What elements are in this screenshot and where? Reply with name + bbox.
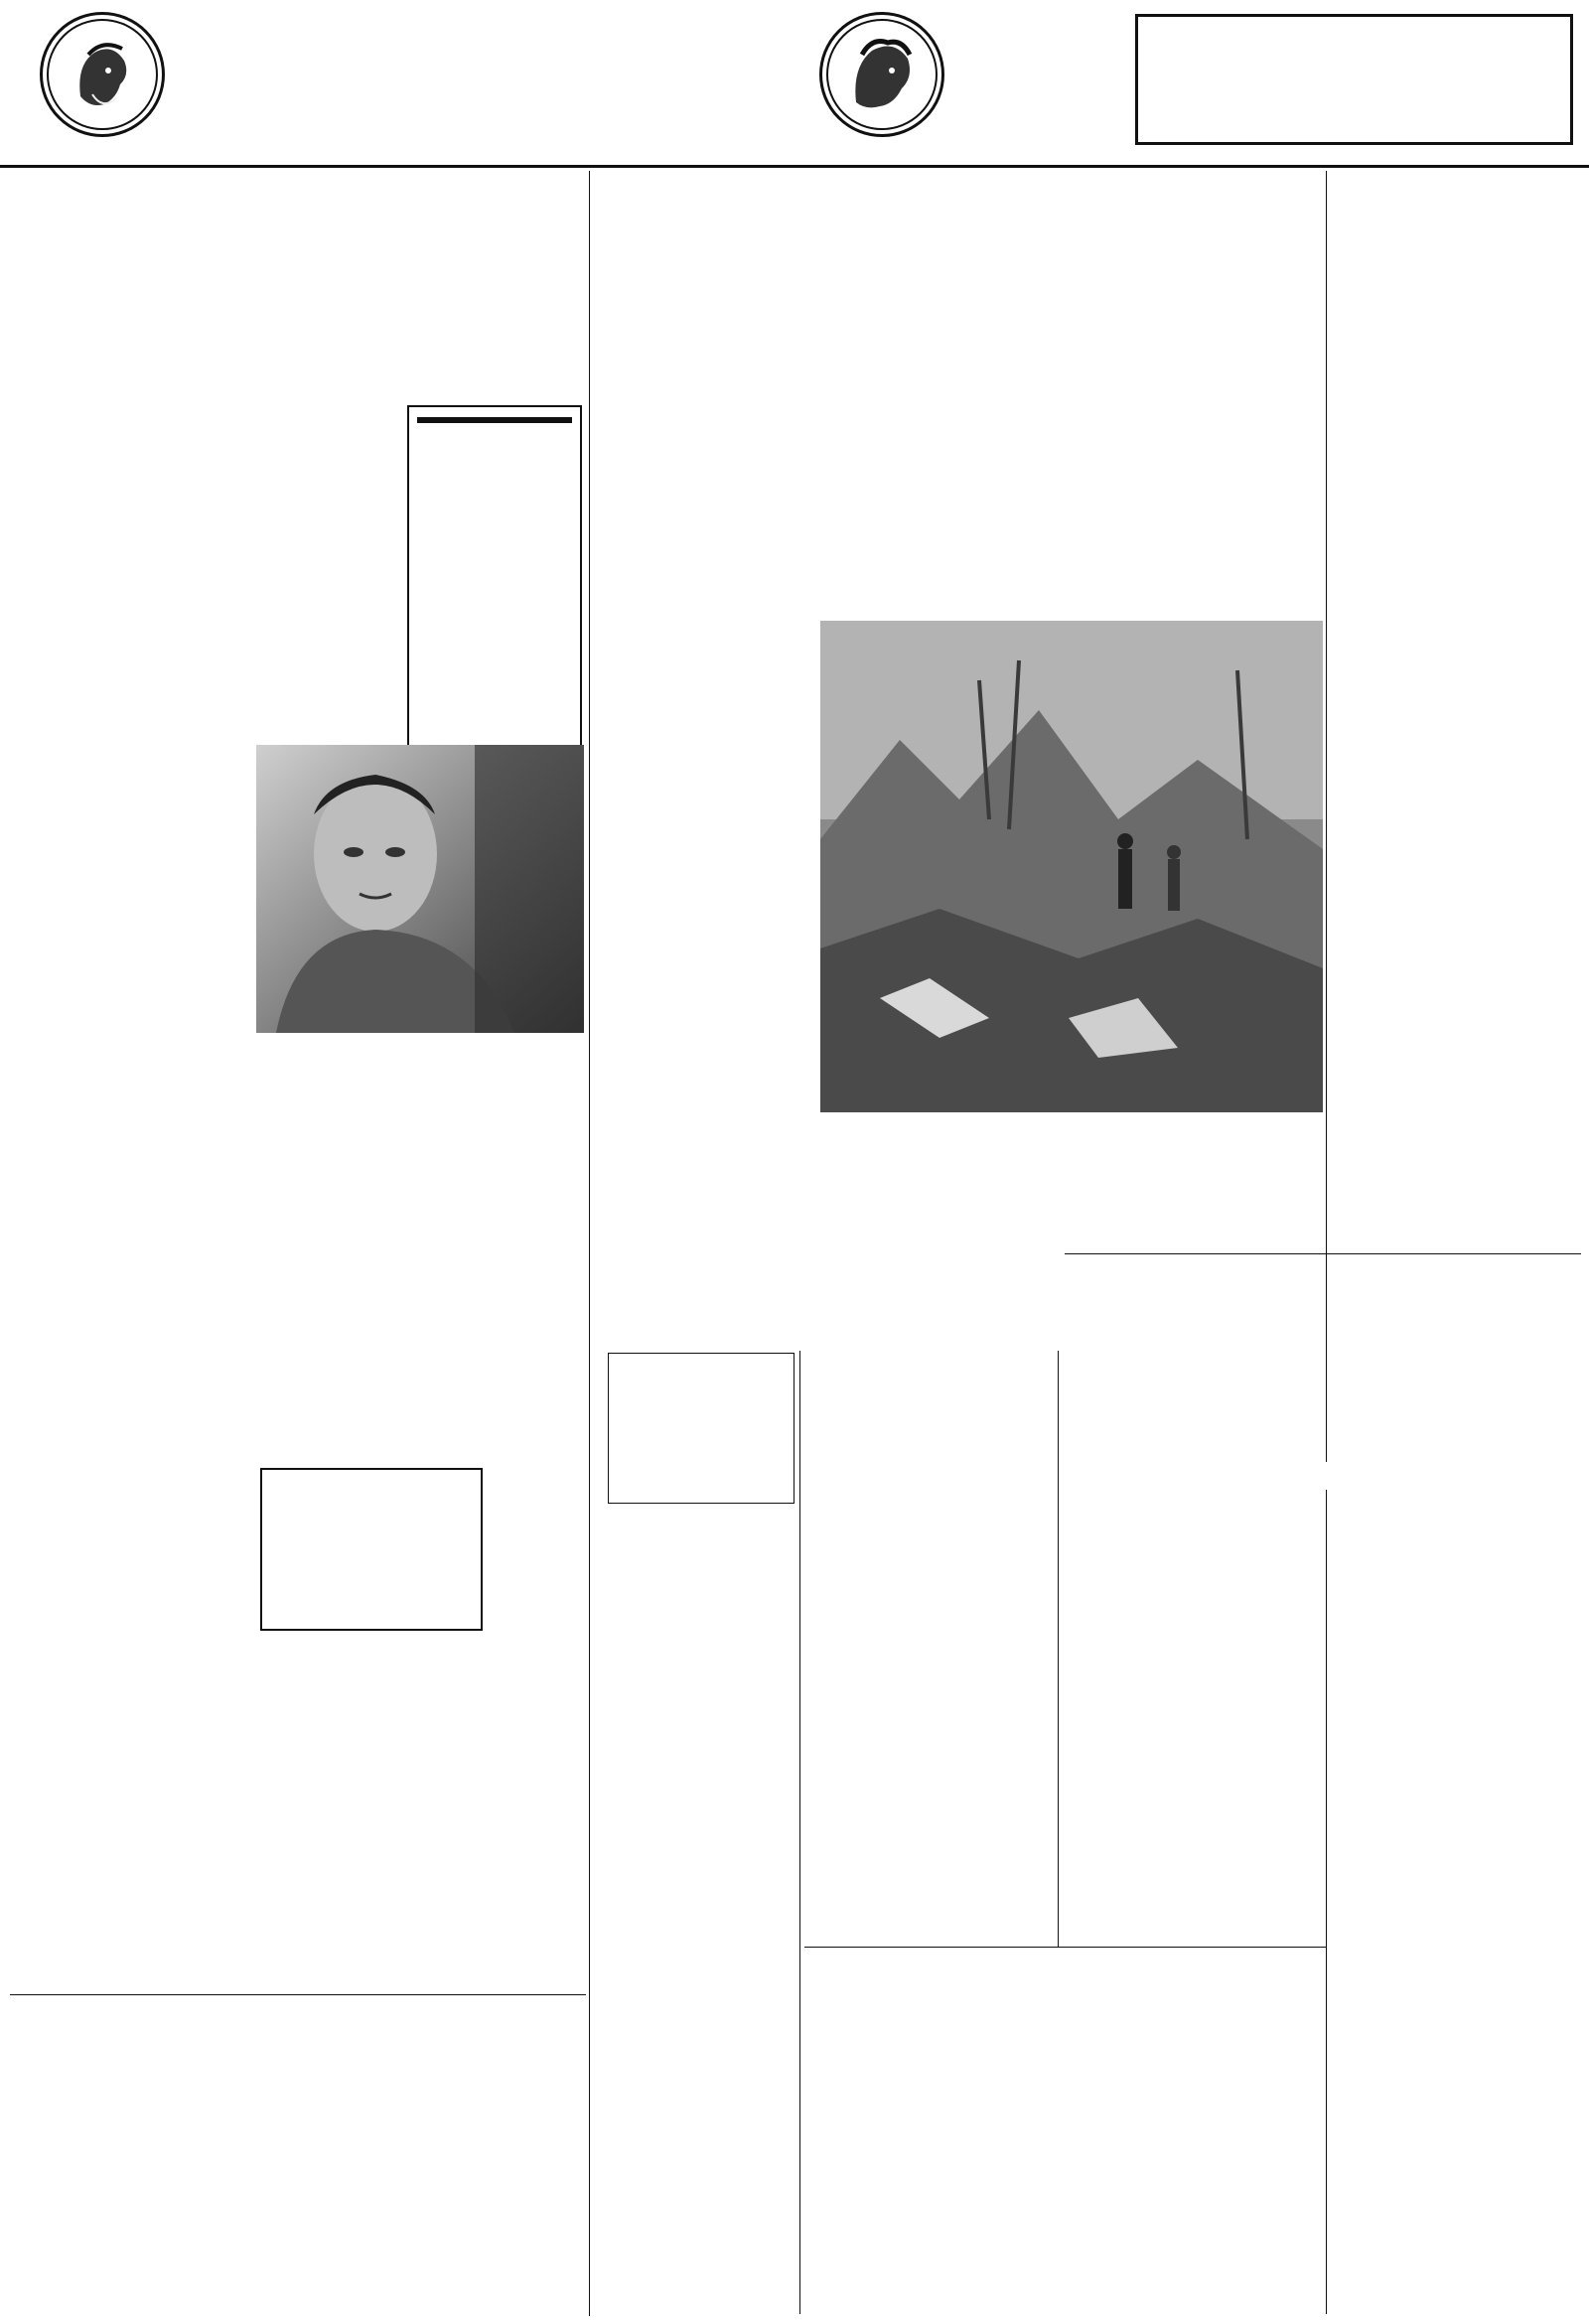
rule-right-col-lower <box>1326 1490 1327 2314</box>
masthead-rule <box>0 165 1589 168</box>
left-body-5 <box>20 1935 248 1974</box>
persia-body <box>596 812 812 1031</box>
beirut-body <box>820 1774 1055 1933</box>
rule-mid-col <box>799 1351 800 2314</box>
okamoto-photo <box>256 745 584 1033</box>
police-body <box>1063 1742 1321 1821</box>
article-3-body <box>1336 1859 1579 1929</box>
puerto-body <box>608 2282 793 2318</box>
captives-body-2 <box>820 1565 1055 1764</box>
center-lead-body-2 <box>820 1259 1055 1345</box>
center-lead-body <box>856 1168 1323 1251</box>
left-body-1b <box>20 740 248 809</box>
trip-body <box>1336 1051 1579 1249</box>
article-4-body <box>1336 1980 1579 2090</box>
rule-center-col <box>1058 1351 1059 1947</box>
toll-body <box>1063 1478 1321 1597</box>
hijack-body <box>260 1637 479 2034</box>
promo-box[interactable] <box>1135 14 1573 145</box>
left-body-1 <box>20 497 397 733</box>
vulgar-body <box>1063 1845 1321 1915</box>
article-1-body <box>1336 1619 1579 1674</box>
right-body-1 <box>1336 457 1579 790</box>
right-body-2 <box>1336 812 1579 908</box>
benefits-rule <box>1065 1253 1581 1254</box>
council-rule <box>804 1947 1326 1948</box>
drug-box <box>608 1353 794 1504</box>
molotov-body <box>608 1901 793 2030</box>
benefits-body <box>1336 1510 1579 1581</box>
council-body-2 <box>1068 2209 1321 2298</box>
left-body-3 <box>20 1367 248 1684</box>
okamoto-photo-caption <box>256 1039 584 1069</box>
kennedy-body <box>608 2133 793 2213</box>
page7-box[interactable] <box>407 405 582 747</box>
hijack-box <box>260 1468 483 1631</box>
benefits-article <box>1065 1241 1579 1490</box>
page7-line-4 <box>417 421 572 423</box>
philip-seal-logo <box>40 12 165 137</box>
alexander-seal-logo <box>819 12 944 137</box>
left-body-4 <box>20 1710 248 1909</box>
drug-body <box>608 1510 793 1758</box>
left-body-2 <box>20 834 248 1341</box>
article-2-body <box>1336 1712 1579 1821</box>
lebanon-photo-caption <box>820 1118 1323 1162</box>
lydda-article <box>253 1071 585 1309</box>
captives-body <box>820 1353 1055 1541</box>
trial-body-5 <box>260 2209 792 2268</box>
accidents-body <box>20 2221 288 2320</box>
lebanon-ruins-photo <box>820 621 1323 1112</box>
council-body <box>806 2191 1060 2318</box>
italy-body <box>1336 2211 1579 2318</box>
